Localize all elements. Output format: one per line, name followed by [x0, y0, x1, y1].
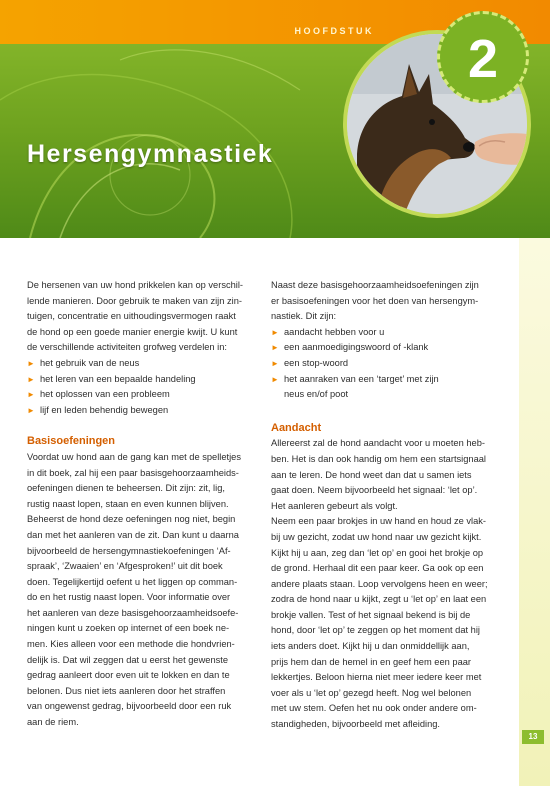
- list-item: ► aandacht hebben voor u: [271, 325, 503, 341]
- triangle-bullet-icon: ►: [271, 343, 279, 353]
- section-heading-basisoefeningen: Basisoefeningen: [27, 435, 116, 448]
- list-item: ► het aanraken van een ‘target’ met zijn neus en/of poot: [271, 373, 439, 400]
- list-item: ► het oplossen van een probleem: [27, 387, 259, 403]
- text-line: tuigen, concentratie en uithoudingsvermogen raakt: [27, 311, 236, 322]
- left-column: [27, 278, 259, 731]
- exercise-list: [271, 325, 503, 403]
- list-item: ► een stop-woord: [271, 356, 503, 372]
- text-line: De hersenen van uw hond prikkelen kan op verschil-: [27, 280, 244, 290]
- triangle-bullet-icon: ►: [271, 358, 279, 368]
- list-item: ► een aanmoedigingswoord of -klank: [271, 340, 503, 356]
- text-line: lende manieren. Door gebruik te maken van zijn zin-: [27, 295, 242, 306]
- chapter-number: 2: [467, 29, 499, 89]
- triangle-bullet-icon: ►: [271, 327, 279, 337]
- section-paragraph: Allereerst zal de hond aandacht voor u moeten heb- ben. Het is dan ook handig om hem een startsignaal aan te leren. De hond weet dan dat u samen iets gaat doen. Neem bijvoorbeeld het signaal: ‘let op’. Het aanleren gebeurt als volgt. Neem een paar brokjes in uw hand en houd ze vlak- bij uw gezicht, zodat uw hond naar uw gezicht kijkt. Kijkt hij u aan, zeg dan ‘let op’ en gooi het brokje op de grond. Herhaal dit een paar keer. Ga ook op een andere plaats staan. Loop vervolgens heen en weer; zodra de hond naar u kijkt, zegt u ‘let op’ en laat een brokje vallen. Test of het signaal bekend is bij de hond, door ‘let op’ te zeggen op het moment dat hij iets anders doet. Kijkt hij u dan onmiddellijk aan, prijs hem dan de hemel in en geef hem een paar lekkertjes. Beloon hierna niet meer iedere keer met voer als u ‘let op’ gezegd heeft. Nog wel belonen met uw stem. Oefen het nu ook onder andere om- standigheden, bijvoorbeeld met afleiding.: [271, 438, 488, 730]
- text-line: de hond op een goede manier energie kwijt. U kunt: [27, 326, 238, 337]
- activity-list: [27, 356, 259, 418]
- triangle-bullet-icon: ►: [27, 405, 35, 415]
- list-item: ► het leren van een bepaalde handeling: [27, 372, 259, 388]
- triangle-bullet-icon: ►: [27, 390, 35, 400]
- list-item: ► het gebruik van de neus: [27, 356, 259, 372]
- chapter-number-badge: [437, 11, 529, 103]
- chapter-title: Hersengymnastiek: [27, 140, 274, 168]
- section-paragraph: Voordat uw hond aan de gang kan met de spelletjes in dit boek, zal hij een paar basisgehoorzaamheids- oefeningen dienen te beheersen. Dit zijn: zit, lig, rustig naast lopen, staan en even kunnen blijven. Beheerst de hond deze oefeningen nog niet, begin dan met het aanleren van de zit. Dan kunt u daarna bijvoorbeeld de hersengymnastiekoefeningen ‘Af- spraak’, ‘Zwaaien’ en ‘Afgesproken!’ uit dit boek doen. Tegelijkertijd oefent u het liggen op comman- do en het rustig naast lopen. Voor informatie over het aanleren van deze basisgehoorzaamheidsoefe- ningen kunt u zoeken op internet of een boek ne- men. Kies alleen voor een methode die hondvrien- delijk is. Dat wil zeggen dat u eerst het gewenste gedrag aanleert door even uit te lokken en dan te belonen. Dus niet iets aanleren door het straffen van ongewenst gedrag, bijvoorbeeld door een ruk aan de riem.: [27, 451, 241, 728]
- triangle-bullet-icon: ►: [27, 358, 35, 368]
- margin-bar: [519, 238, 550, 786]
- text-line: de verschillende activiteiten grofweg verdelen in:: [27, 342, 227, 353]
- chapter-header: [0, 0, 550, 238]
- triangle-bullet-icon: ►: [271, 374, 279, 384]
- intro-paragraph: [27, 278, 259, 356]
- chapter-label: HOOFDSTUK: [294, 26, 374, 36]
- triangle-bullet-icon: ►: [27, 374, 35, 384]
- page-number: 13: [522, 730, 544, 744]
- section-heading-aandacht: Aandacht: [271, 421, 322, 434]
- intro-paragraph: Naast deze basisgehoorzaamheidsoefeningen zijn er basisoefeningen voor het doen van hersengym- nastiek. Dit zijn:: [271, 280, 479, 322]
- right-column: [271, 278, 503, 733]
- list-item: ► lijf en leden behendig bewegen: [27, 403, 259, 419]
